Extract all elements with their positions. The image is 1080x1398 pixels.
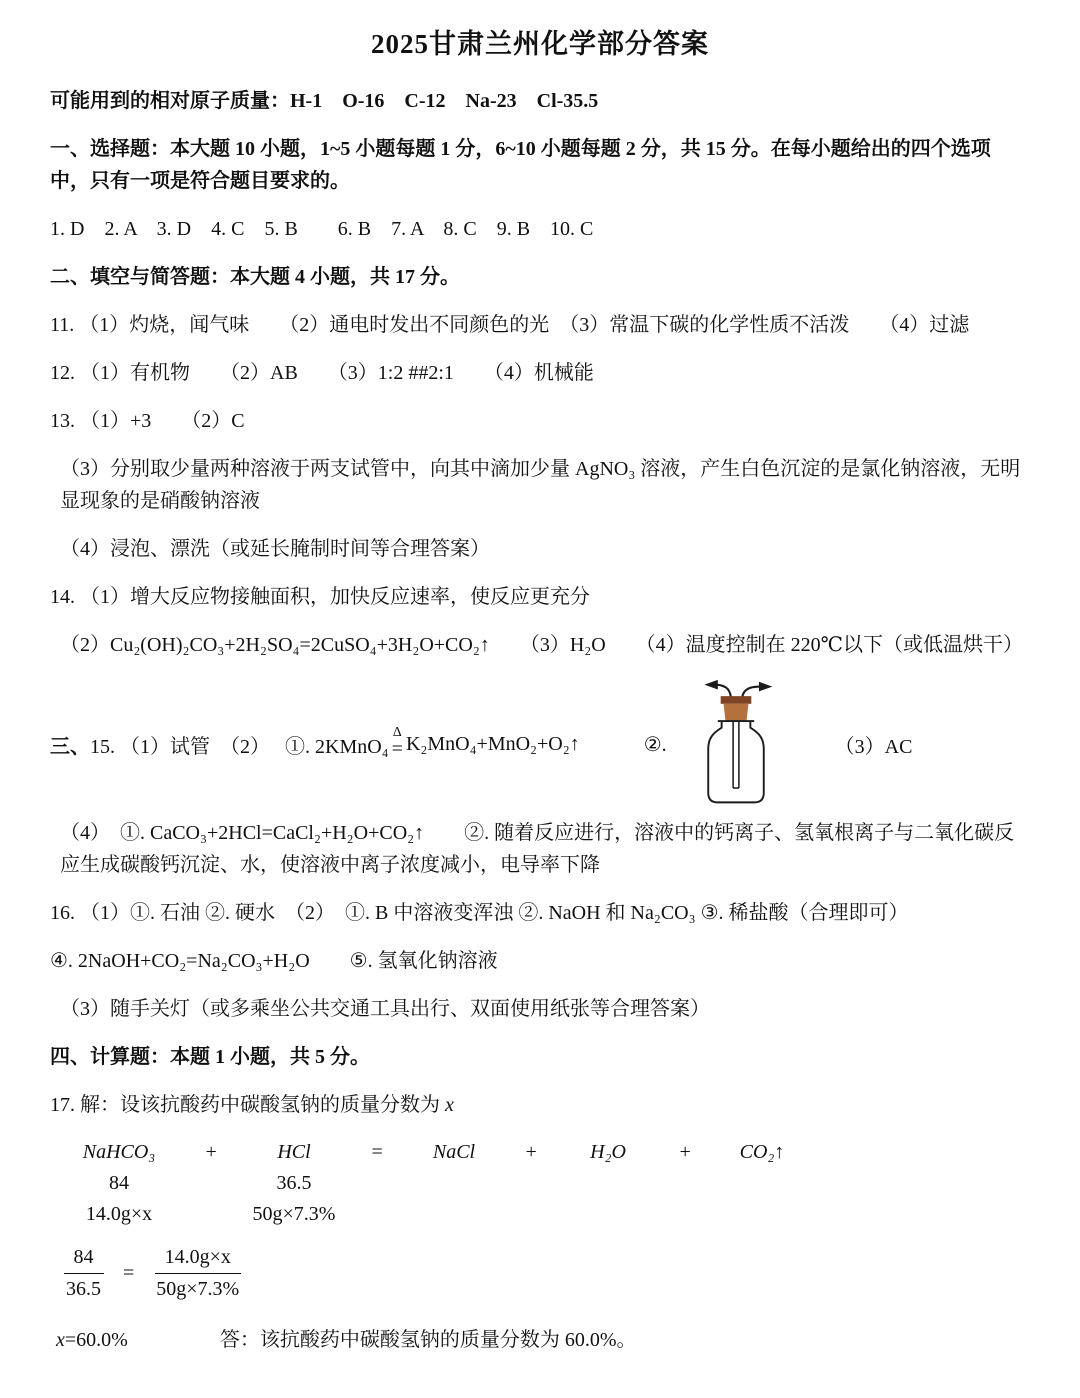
term-nacl: NaCl (432, 1141, 476, 1163)
term-nahco3: NaHCO₃ (82, 1141, 156, 1163)
section3-marker: 三、 (50, 735, 90, 758)
setup-text: 17. 解：设该抗酸药中碳酸氢钠的质量分数为 (50, 1094, 445, 1116)
fraction-left-numerator: 84 (64, 1244, 104, 1274)
delta-over-equals (392, 726, 403, 759)
answer-16-parts-4-5: ④. 2NaOH+CO₂=Na₂CO₃+H₂O ⑤. 氢氧化钠溶液 (50, 950, 498, 972)
left-arrow-icon (704, 680, 717, 690)
section2-heading: 二、填空与简答题：本大题 4 小题，共 17 分。 (50, 266, 460, 288)
final-answer-sentence: 答：该抗酸药中碳酸氢钠的质量分数为 60.0%。 (219, 1329, 637, 1351)
bottle-outline (708, 721, 764, 802)
term-hcl: HCl (277, 1141, 311, 1163)
atomic-mass-note: 可能用到的相对原子质量：H-1 O-16 C-12 Na-23 Cl-35.5 (50, 90, 599, 112)
answer-14-parts-2-4: （2）Cu₂(OH)₂CO₃+2H₂SO₄=2CuSO₄+3H₂O+CO₂↑ （3）H₂O （4）温度控制在 220℃以下（或低温烘干） (60, 634, 1024, 656)
term-co2: CO₂↑ (739, 1141, 785, 1163)
answer-13-part-3: （3）分别取少量两种溶液于两支试管中，向其中滴加少量 AgNO₃ 溶液，产生白色沉淀的是氯化钠溶液，无明显现象的是硝酸钠溶液 (60, 458, 1021, 512)
page-title: 2025甘肃兰州化学部分答案 (371, 29, 709, 59)
multiple-choice-answers: 1. D 2. A 3. D 4. C 5. B 6. B 7. A 8. C 9. B 10. C (50, 218, 594, 240)
stopper-top (720, 696, 751, 704)
equals-sign: = (391, 737, 403, 760)
answer-14-part-1: 14. （1）增大反应物接触面积，加快反应速率，使反应更充分 (50, 586, 590, 608)
final-answer-row (50, 1323, 1030, 1352)
given-quantity-row (58, 1199, 1030, 1230)
answer-15-row (50, 677, 1030, 811)
answer-11: 11. （1）灼烧，闻气味 （2）通电时发出不同颜色的光 （3）常温下碳的化学性质不活泼 （4）过滤 (50, 314, 970, 336)
plus-sign: + (524, 1141, 538, 1163)
fraction-left-denominator: 36.5 (66, 1278, 101, 1300)
plus-sign: + (204, 1141, 218, 1163)
answer-13-parts-1-2: 13. （1）+3 （2）C (50, 410, 245, 432)
gas-bottle-diagram (683, 677, 789, 811)
plus-sign: + (678, 1141, 692, 1163)
right-arrow-icon (759, 682, 772, 692)
answer-12: 12. （1）有机物 （2）AB （3）1:2 ##2:1 （4）机械能 (50, 362, 594, 384)
answer-15-circle2: ②. (643, 733, 667, 756)
result-rest: =60.0% (64, 1329, 128, 1351)
mass-84: 84 (109, 1172, 129, 1194)
molar-mass-row (58, 1168, 1030, 1199)
answer-15-head: 15. （1）试管 （2） ①. 2KMnO₄ (90, 735, 389, 758)
fraction-left (56, 1244, 111, 1303)
fraction-right (146, 1244, 249, 1303)
answer-15-part-4: （4） ①. CaCO₃+2HCl=CaCl₂+H₂O+CO₂↑ ②. 随着反应进行，溶液中的钙离子、氢氧根离子与二氧化碳反应生成碳酸钙沉淀、水，使溶液中离子浓度减小，电导率下降 (60, 822, 1015, 876)
delta-symbol: Δ (392, 724, 402, 740)
equals-sign: = (370, 1141, 384, 1163)
answer-16-parts-1-2: 16. （1）①. 石油 ②. 硬水 （2） ①. B 中溶液变浑浊 ②. NaOH 和 Na₂CO₃ ③. 稀盐酸（合理即可） (50, 902, 909, 924)
mass-36-5: 36.5 (276, 1172, 312, 1194)
calc-equation (50, 1137, 1030, 1230)
answer-15-part-3: （3）AC (834, 735, 913, 758)
variable-x: x (445, 1094, 454, 1116)
term-h2o: H₂O (590, 1141, 626, 1163)
equation-row (58, 1137, 1030, 1168)
given-mass-x: 14.0g×x (85, 1203, 153, 1225)
section4-heading: 四、计算题：本题 1 小题，共 5 分。 (50, 1046, 370, 1068)
answer-17-setup (50, 1089, 1030, 1121)
result-value (56, 1329, 128, 1352)
stopper (723, 704, 748, 721)
proportion-equals: = (123, 1262, 135, 1284)
answer-13-part-4: （4）浸泡、漂洗（或延长腌制时间等合理答案） (60, 538, 490, 560)
given-mass-solution: 50g×7.3% (252, 1203, 336, 1225)
section1-heading: 一、选择题：本大题 10 小题，1~5 小题每题 1 分，6~10 小题每题 2 分，共 15 分。在每小题给出的四个选项中，只有一项是符合题目要求的。 (50, 138, 991, 192)
answer-16-part-3: （3）随手关灯（或多乘坐公共交通工具出行、双面使用纸张等合理答案） (60, 998, 710, 1020)
answer-15-equation-right: K₂MnO₄+MnO₂+O₂↑ (405, 732, 580, 755)
proportion (50, 1244, 1030, 1303)
result-x: x (56, 1329, 65, 1351)
fraction-right-denominator: 50g×7.3% (156, 1278, 240, 1300)
fraction-right-numerator: 14.0g×x (155, 1244, 241, 1274)
